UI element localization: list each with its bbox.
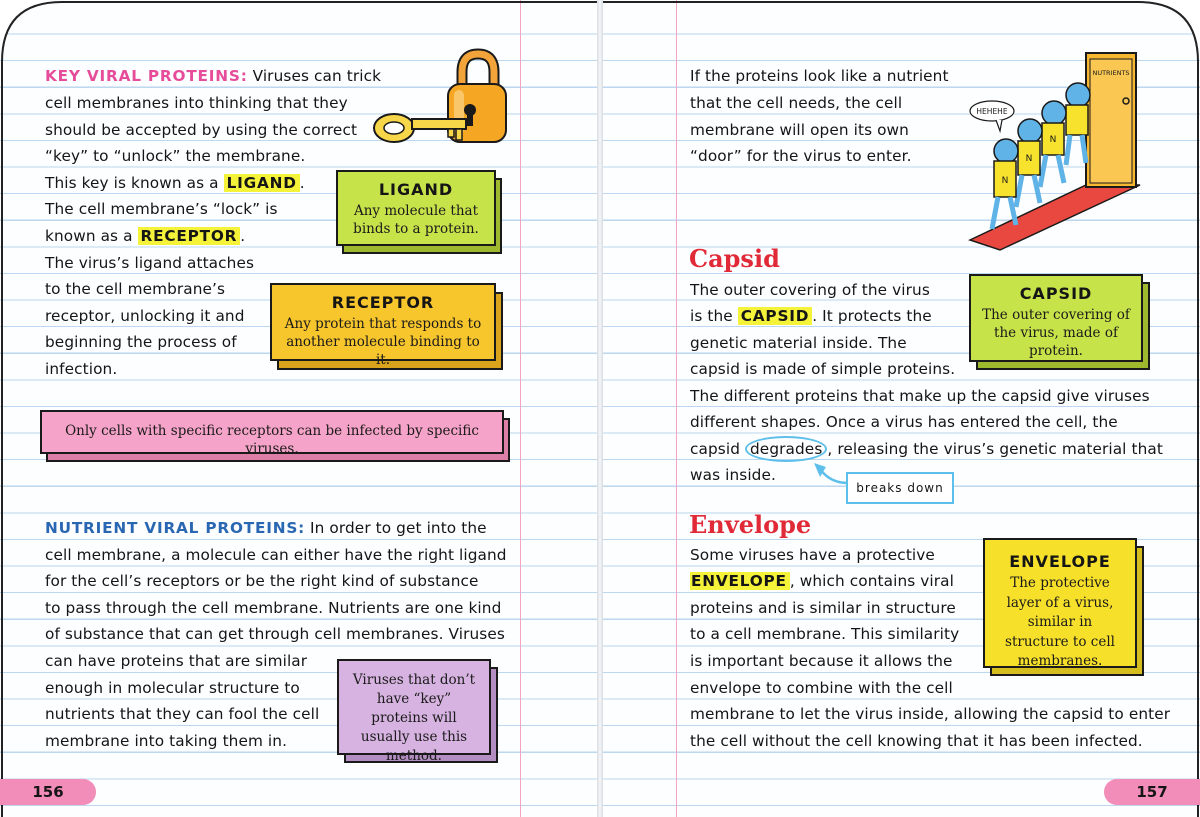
nutrient-line: In order to get into the xyxy=(310,519,487,537)
envelope-line: to a cell membrane. This similarity xyxy=(690,625,960,643)
virus-character xyxy=(1016,119,1042,207)
receptor-term: RECEPTOR xyxy=(138,227,241,245)
envelope-heading: Envelope xyxy=(689,510,812,539)
nutrient-line: nutrients that they can fool the cell xyxy=(45,705,320,723)
intro-line: If the proteins look like a nutrient xyxy=(690,67,949,85)
virus-character xyxy=(1066,83,1090,165)
breaks-down-text: breaks down xyxy=(856,481,944,495)
key-viral-line: known as a xyxy=(45,227,133,245)
envelope-line: the cell without the cell knowing that it has been infected. xyxy=(690,732,1143,750)
degrades-word: degrades xyxy=(745,436,827,462)
ligand-term: LIGAND xyxy=(224,174,300,192)
ligand-definition-box xyxy=(336,170,496,246)
key-viral-line: “key” to “unlock” the membrane. xyxy=(45,147,306,165)
key-viral-heading: KEY VIRAL PROTEINS: xyxy=(45,67,248,85)
key-viral-line: infection. xyxy=(45,360,118,378)
virus-badge: N xyxy=(1025,154,1033,164)
key-viral-line: This key is known as a xyxy=(45,174,219,192)
intro-line: membrane will open its own xyxy=(690,121,909,139)
speech-bubble-text: HEHEHE xyxy=(976,107,1008,116)
key-viral-line: Viruses can trick xyxy=(252,67,382,85)
key-proteins-callout xyxy=(337,659,491,764)
nutrient-line: for the cell’s receptors or be the right kind of substance xyxy=(45,572,479,590)
capsid-line: . It protects the xyxy=(812,307,932,325)
door-sign: NUTRIENTS xyxy=(1092,69,1130,77)
nutrient-line: to pass through the cell membrane. Nutrients are one kind xyxy=(45,599,502,617)
pink-callout-text: Only cells with specific receptors can be infected by specific viruses. xyxy=(65,423,479,457)
capsid-line: capsid is made of simple proteins. xyxy=(690,360,956,378)
key-viral-line: The virus’s ligand attaches xyxy=(45,254,255,272)
viruses-entering-door-illustration xyxy=(960,45,1150,255)
key-viral-line: should be accepted by using the correct xyxy=(45,121,358,139)
capsid-line: is the xyxy=(690,307,733,325)
key-viral-line: The cell membrane’s “lock” is xyxy=(45,200,278,218)
capsid-line: , releasing the virus’s genetic material that xyxy=(827,440,1163,458)
capsid-box-definition: The outer covering of the virus, made of protein. xyxy=(982,307,1130,359)
breaks-down-note xyxy=(846,472,954,504)
receptor-definition-box xyxy=(270,283,496,368)
nutrient-line: cell membrane, a molecule can either have the right ligand xyxy=(45,546,507,564)
nutrient-line: membrane into taking them in. xyxy=(45,732,288,750)
capsid-line: The outer covering of the virus xyxy=(690,281,930,299)
envelope-definition-box xyxy=(983,538,1137,668)
virus-character xyxy=(992,139,1018,229)
ligand-box-definition: Any molecule that binds to a protein. xyxy=(353,203,479,237)
period: . xyxy=(240,227,246,245)
nutrient-line: can have proteins that are similar xyxy=(45,652,308,670)
capsid-line: The different proteins that make up the capsid give viruses xyxy=(690,387,1150,405)
capsid-line: capsid xyxy=(690,440,741,458)
receptor-specificity-callout xyxy=(40,410,504,457)
nutrient-line: enough in molecular structure to xyxy=(45,679,300,697)
page-number-157: 157 xyxy=(1104,779,1200,805)
envelope-box-title: ENVELOPE xyxy=(1009,552,1111,571)
key-viral-line: to the cell membrane’s xyxy=(45,280,226,298)
padlock-key-illustration xyxy=(370,48,510,158)
envelope-line: Some viruses have a protective xyxy=(690,546,935,564)
capsid-box-title: CAPSID xyxy=(1019,284,1093,303)
envelope-line: is important because it allows the xyxy=(690,652,953,670)
intro-line: “door” for the virus to enter. xyxy=(690,147,912,165)
nutrient-line: of substance that can get through cell membranes. Viruses xyxy=(45,625,505,643)
envelope-line: , which contains viral xyxy=(789,572,954,590)
capsid-line: different shapes. Once a virus has entered the cell, the xyxy=(690,413,1118,431)
capsid-term: CAPSID xyxy=(738,307,812,325)
envelope-line: membrane to let the virus inside, allowing the capsid to enter xyxy=(690,705,1171,723)
purple-callout-text: Viruses that don’t have “key” proteins will usually use this method. xyxy=(352,672,476,764)
virus-character xyxy=(1040,101,1066,187)
receptor-box-title: RECEPTOR xyxy=(331,293,435,312)
receptor-box-definition: Any protein that responds to another molecule binding to it. xyxy=(284,316,482,368)
capsid-heading: Capsid xyxy=(689,244,780,273)
virus-badge: N xyxy=(1001,176,1009,186)
envelope-box-definition: The protective layer of a virus, similar in structure to cell membranes. xyxy=(1005,575,1115,669)
key-viral-line: receptor, unlocking it and xyxy=(45,307,245,325)
page-number-156: 156 xyxy=(0,779,96,805)
ligand-box-title: LIGAND xyxy=(378,180,454,199)
virus-badge: N xyxy=(1049,135,1057,145)
period: . xyxy=(299,174,305,192)
capsid-line: genetic material inside. The xyxy=(690,334,907,352)
intro-line: that the cell needs, the cell xyxy=(690,94,903,112)
key-viral-line: cell membranes into thinking that they xyxy=(45,94,348,112)
envelope-line: envelope to combine with the cell xyxy=(690,679,953,697)
capsid-definition-box xyxy=(969,274,1143,362)
envelope-term: ENVELOPE xyxy=(690,572,790,590)
key-viral-line: beginning the process of xyxy=(45,333,237,351)
envelope-line: proteins and is similar in structure xyxy=(690,599,956,617)
nutrient-viral-heading: NUTRIENT VIRAL PROTEINS: xyxy=(45,519,306,537)
capsid-line: was inside. xyxy=(690,466,776,484)
